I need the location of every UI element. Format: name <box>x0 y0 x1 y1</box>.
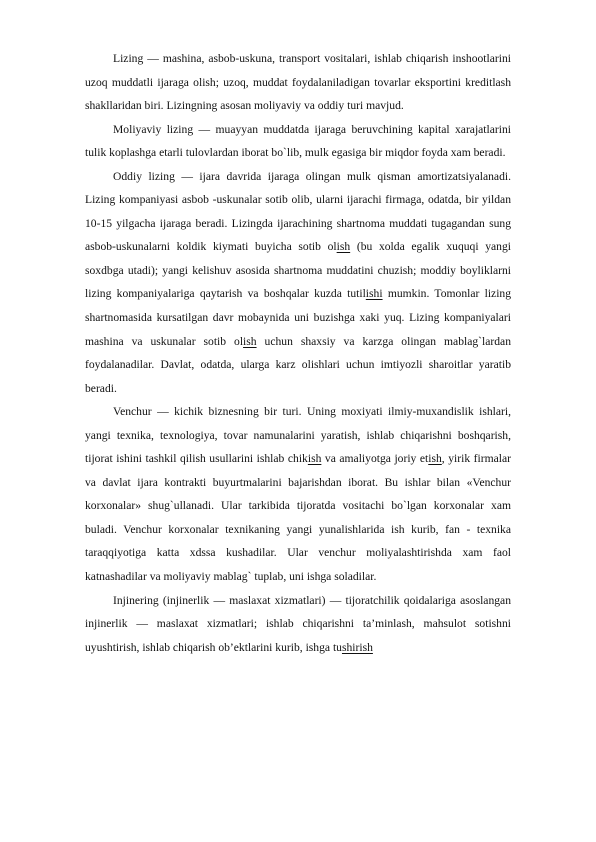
document-page <box>85 47 511 659</box>
underlined-text: ish <box>336 240 351 254</box>
paragraph-text: mumkin. Tomonlar lizing shartnomasida kursatilgan davr mobaynida uni buzishga xaki yuq. Lizing kompaniyalari mashina va uskunalar sotib ol <box>85 287 512 348</box>
paragraph-moliyaviy-lizing <box>85 118 511 165</box>
paragraph-oddiy-lizing <box>85 165 511 400</box>
underlined-text: shirish <box>341 640 373 654</box>
paragraph-text: Injinering (injinerlik — maslaxat xizmatlari) — tijoratchilik qoidalariga asoslangan injinerlik — maslaxat xizmatlari; ishlab chiqarishni ta’minlash, mahsulot sotishni uyushtirish, ishlab chiqarish ob’ektlarini kurib, ishga tu <box>85 593 511 654</box>
paragraph-text: Lizing — mashina, asbob-uskuna, transport vositalari, ishlab chiqarish inshootlarini uzoq muddatli ijaraga olish; uzoq, muddat foydalaniladigan tovarlar eksportini kreditlash shakllaridan biri. Lizingning asosan moliyaviy va oddiy turi mavjud. <box>85 52 511 113</box>
paragraph-text: Oddiy lizing — ijara davrida ijaraga olingan mulk qisman amortizatsiyalanadi. Lizing kompaniyasi asbob -uskunalar sotib olib, ularni ijarachi firmaga, odatda, bir yildan 10-15 yilgacha ijaraga beradi. Lizingda ijarachining shartnoma muddati tugagandan sung asbob-uskunalarni koldik kiymati buyicha sotib ol <box>85 169 511 254</box>
paragraph-text: , yirik firmalar va davlat ijara kontrakti buyurtmalarini bajarishdan iborat. Bu ishlar bilan «Venchur korxonalar» shug`ullanadi. Ular tarkibida tijoratda vositachi bo`lgan korxonalar xam buladi. Venchur korxonalar texnikaning yangi yunalishlarida ish kurib, fan - texnika taraqqiyotiga katta xdssa kushadilar. Ular venchur moliyalashtirishda xam faol katnashadilar va moliyaviy mablag` tuplab, uni ishga soladilar. <box>85 452 512 584</box>
underlined-text: ish <box>428 452 442 466</box>
underlined-text: ish <box>307 452 322 466</box>
paragraph-text: va amaliyotga joriy et <box>321 452 429 466</box>
underlined-text: ishi <box>365 287 383 301</box>
paragraph-text: uchun shaxsiy va karzga olingan mablag`lardan foydalanadilar. Davlat, odatda, ularga karz olishlari uchun imtiyozli sharoitlar yaratib beradi. <box>85 334 511 395</box>
paragraph-text: Moliyaviy lizing — muayyan muddatda ijaraga beruvchining kapital xarajatlarini tulik koplashga etarli tulovlardan iborat bo`lib, mulk egasiga bir miqdor foyda xam beradi. <box>85 122 511 160</box>
underlined-text: ish <box>243 334 257 348</box>
paragraph-text: Venchur — kichik biznesning bir turi. Uning moxiyati ilmiy-muxandislik ishlari, yangi texnika, texnologiya, tovar namunalarini yaratish, ishlab chiqarishni boshqarish, tijorat ishini tashkil qilish usullarini ishlab chik <box>85 405 511 466</box>
paragraph-injinering <box>85 589 511 660</box>
paragraph-venchur <box>85 400 511 588</box>
paragraph-lizing-definition <box>85 47 511 118</box>
paragraph-text: (bu xolda egalik xuquqi yangi soxdbga utadi); yangi kelishuv asosida shartnoma muddatini chuzish; moddiy boyliklarni lizing kompaniyalariga qaytarish va boshqalar kuzda tutil <box>85 240 511 301</box>
